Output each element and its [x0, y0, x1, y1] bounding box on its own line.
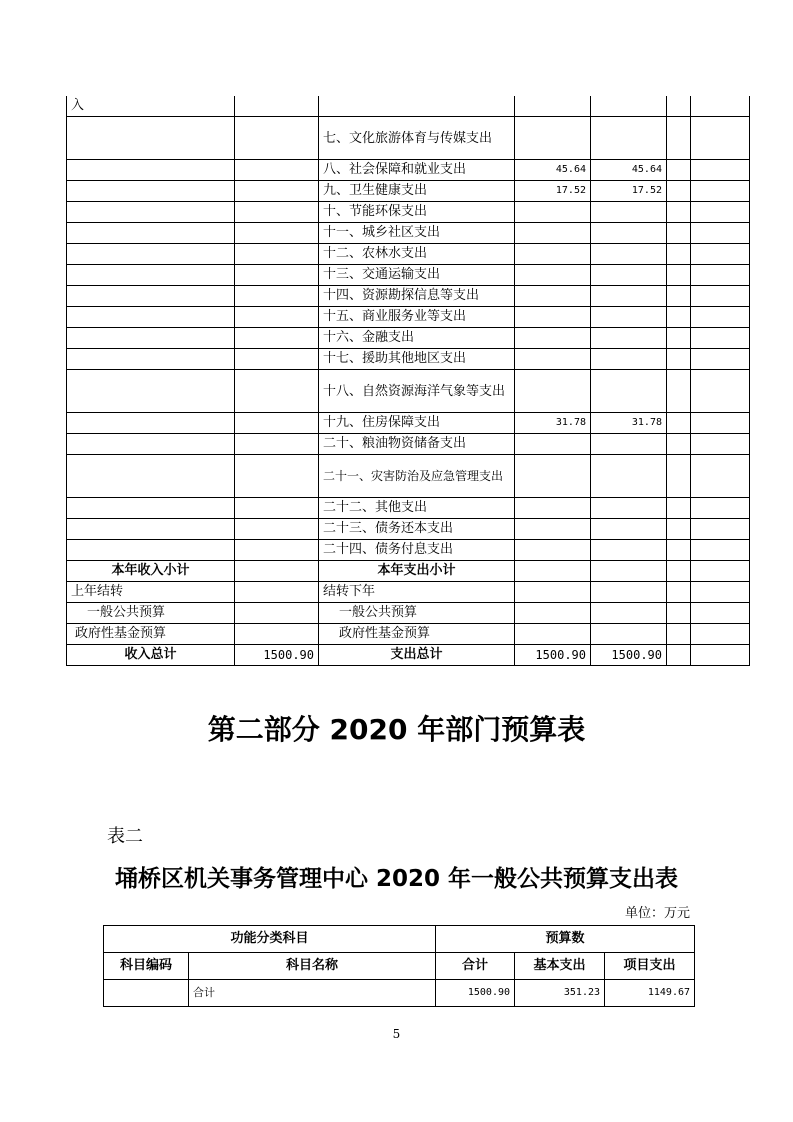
general-budget-label: 一般公共预算	[319, 603, 515, 624]
expense-item-cell: 十四、资源勘探信息等支出	[319, 286, 515, 307]
expense-item-cell: 十、节能环保支出	[319, 202, 515, 223]
total-expense-value: 1500.90	[515, 645, 591, 666]
general-budget-row	[67, 603, 750, 624]
amount-cell: 45.64	[515, 160, 591, 181]
table-row	[67, 349, 750, 370]
table-row	[67, 434, 750, 455]
code-header: 科目编码	[104, 953, 189, 980]
header-row	[104, 926, 695, 953]
func-class-header: 功能分类科目	[104, 926, 436, 953]
page-number: 5	[392, 1027, 401, 1041]
expense-item-cell: 十三、交通运输支出	[319, 265, 515, 286]
section-title: 第二部分 2020 年部门预算表	[207, 713, 586, 746]
basic-header: 基本支出	[515, 953, 605, 980]
total-income-value: 1500.90	[235, 645, 319, 666]
total-expense-value: 1500.90	[591, 645, 667, 666]
expense-item-cell: 十一、城乡社区支出	[319, 223, 515, 244]
subtotal-row	[67, 561, 750, 582]
budget-header: 预算数	[436, 926, 695, 953]
expense-item-cell: 十六、金融支出	[319, 328, 515, 349]
expense-item-cell: 十八、自然资源海洋气象等支出	[319, 370, 515, 413]
table-title: 埇桥区机关事务管理中心 2020 年一般公共预算支出表	[114, 866, 679, 892]
table-row	[67, 181, 750, 202]
income-subtotal-label: 本年收入小计	[67, 561, 235, 582]
carryover-row	[67, 582, 750, 603]
table-row	[67, 328, 750, 349]
expense-item-cell: 十五、商业服务业等支出	[319, 307, 515, 328]
total-header: 合计	[436, 953, 515, 980]
expense-item-cell	[319, 96, 515, 117]
expense-item-cell: 二十四、债务付息支出	[319, 540, 515, 561]
code-cell	[104, 980, 189, 1007]
table-row	[67, 540, 750, 561]
total-row	[67, 645, 750, 666]
amount-cell: 17.52	[515, 181, 591, 202]
table-row	[67, 265, 750, 286]
expense-item-cell: 十七、援助其他地区支出	[319, 349, 515, 370]
amount-cell: 31.78	[591, 413, 667, 434]
table-row	[67, 96, 750, 117]
expense-subtotal-label: 本年支出小计	[319, 561, 515, 582]
general-budget-expenditure-table	[103, 925, 695, 1007]
income-expense-summary-table	[66, 96, 750, 666]
unit-label: 单位：万元	[624, 906, 690, 921]
expense-item-cell: 二十三、债务还本支出	[319, 519, 515, 540]
table-row	[67, 160, 750, 181]
carry-next-year-label: 结转下年	[319, 582, 515, 603]
expense-item-cell: 十九、住房保障支出	[319, 413, 515, 434]
project-cell: 1149.67	[605, 980, 695, 1007]
total-expense-label: 支出总计	[319, 645, 515, 666]
expense-item-cell: 七、文化旅游体育与传媒支出	[319, 117, 515, 160]
amount-cell: 17.52	[591, 181, 667, 202]
table-row	[104, 980, 695, 1007]
total-cell: 1500.90	[436, 980, 515, 1007]
table-row	[67, 307, 750, 328]
expense-item-cell: 九、卫生健康支出	[319, 181, 515, 202]
table-row	[67, 223, 750, 244]
table-row	[67, 202, 750, 223]
amount-cell: 31.78	[515, 413, 591, 434]
project-header: 项目支出	[605, 953, 695, 980]
table-row	[67, 286, 750, 307]
name-header: 科目名称	[189, 953, 436, 980]
name-cell: 合计	[189, 980, 436, 1007]
expense-item-cell: 二十二、其他支出	[319, 498, 515, 519]
table-row	[67, 455, 750, 498]
expense-item-cell: 二十、粮油物资储备支出	[319, 434, 515, 455]
table-row	[67, 117, 750, 160]
basic-cell: 351.23	[515, 980, 605, 1007]
table-row	[67, 413, 750, 434]
gov-fund-label: 政府性基金预算	[67, 624, 235, 645]
total-income-label: 收入总计	[67, 645, 235, 666]
prev-year-carry-label: 上年结转	[67, 582, 235, 603]
expense-item-cell: 二十一、灾害防治及应急管理支出	[319, 455, 515, 498]
expense-item-cell: 十二、农林水支出	[319, 244, 515, 265]
gov-fund-row	[67, 624, 750, 645]
table-row	[67, 519, 750, 540]
table-row	[67, 244, 750, 265]
gov-fund-label: 政府性基金预算	[319, 624, 515, 645]
header-row	[104, 953, 695, 980]
income-item-cell: 入	[67, 96, 235, 117]
general-budget-label: 一般公共预算	[67, 603, 235, 624]
amount-cell: 45.64	[591, 160, 667, 181]
table-row	[67, 498, 750, 519]
table-number: 表二	[107, 826, 143, 847]
expense-item-cell: 八、社会保障和就业支出	[319, 160, 515, 181]
table-row	[67, 370, 750, 413]
